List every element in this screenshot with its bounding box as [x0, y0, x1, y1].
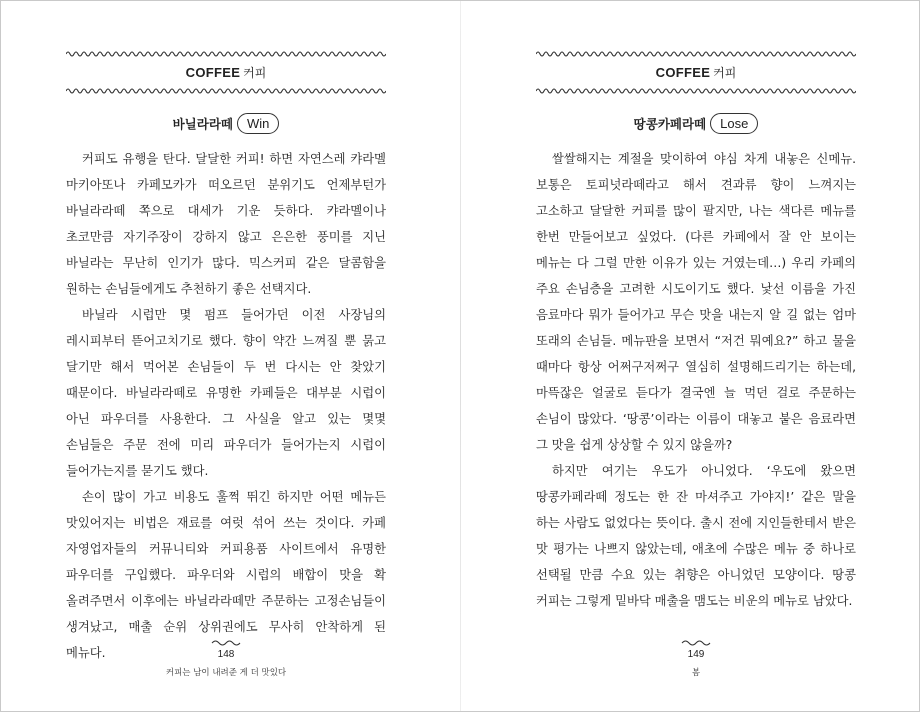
bottom-wave-ornament — [66, 85, 386, 97]
body-text — [66, 146, 386, 666]
top-wave-ornament — [66, 48, 386, 60]
running-head: 봄 — [691, 668, 701, 678]
menu-title-bar — [536, 113, 856, 137]
footer-wave-icon — [211, 638, 241, 646]
section-header-en: COFFEE — [655, 65, 711, 80]
right-page — [536, 1, 856, 711]
paragraph: 커피도 유행을 탄다. 달달한 커피! 하면 자연스레 캬라멜 마키아또나 카페모카가 떠오르던 분위기도 언제부턴가 바닐라라떼 쪽으로 대세가 기운 듯하다. 캬라멜이나 초코만큼 자기주장이 강하지 않고 은은한 풍미를 지닌 바닐라는 무난히 인기가 많다. 믹스커피 같은 달콤함을 원하는 손님들에게도 추천하기 좋은 선택지다. — [66, 152, 386, 296]
running-head: 커피는 남이 내려준 게 더 맛있다 — [165, 668, 287, 678]
body-text — [536, 146, 856, 614]
paragraph: 하지만 여기는 우도가 아니었다. ‘우도에 왔으면 땅콩카페라떼 정도는 한 잔 마셔주고 가야지!’ 같은 말을 하는 사람도 없었다는 뜻이다. 출시 전에 지인들한테서 받은 맛 평가는 나쁘지 않았는데, 애초에 수많은 메뉴 중 하나로 선택될 만큼 수요 있는 취향은 아니었던 모양이다. 땅콩 커피는 그렇게 밑바닥 매출을 맴도는 비운의 메뉴로 남았다. — [536, 464, 856, 608]
section-header — [66, 64, 386, 83]
section-header-ko: 커피 — [243, 66, 267, 80]
menu-title: 땅콩카페라떼 — [633, 116, 707, 132]
result-badge: Win — [237, 113, 279, 134]
left-page — [66, 1, 386, 711]
section-header-ko: 커피 — [713, 66, 737, 80]
top-wave-ornament — [536, 48, 856, 60]
book-gutter — [460, 1, 461, 711]
paragraph: 바닐라 시럽만 몇 펌프 들어가던 이전 사장님의 레시피부터 뜯어고치기로 했다. 향이 약간 느껴질 뿐 묽고 달기만 해서 먹어본 손님들이 두 번 다시는 안 찾았기 때문이다. 바닐라라떼로 유명한 카페들은 대부분 시럽이 아닌 파우더를 사용한다. 그 사실을 알고 있는 몇몇 손님들은 주문 전에 미리 파우더가 들어가는지 시럽이 들어가는지를 묻기도 했다. — [66, 308, 386, 478]
section-header-en: COFFEE — [185, 65, 241, 80]
menu-title-bar — [66, 113, 386, 137]
paragraph: 쌀쌀해지는 계절을 맞이하여 야심 차게 내놓은 신메뉴. 보통은 토피넛라떼라고 해서 견과류 향이 느껴지는 고소하고 달달한 커피를 많이 팔지만, 나는 색다른 메뉴를 한번 만들어보고 싶었다. (다른 카페에서 잘 안 보이는 메뉴는 다 그럴 만한 이유가 있는 거였는데…) 우리 카페의 주요 손님층을 고려한 시도이기도 했다. 낯선 이름을 가진 음료마다 뭐가 들어가고 무슨 맛을 내는지 알 길 없는 엄마 또래의 손님들. 메뉴판을 보면서 “저건 뭐예요?” 하고 물을 때마다 항상 어쩌구저쩌구 열심히 설명해드리기는 하는데, 마뜩잖은 얼굴로 듣다가 결국엔 늘 먹던 걸로 주문하는 손님이 많았다. ‘땅콩’이라는 이름이 대놓고 붙은 음료라면 그 맛을 쉽게 상상할 수 있지 않을까? — [536, 152, 856, 452]
result-badge: Lose — [710, 113, 758, 134]
menu-title: 바닐라라떼 — [172, 116, 233, 132]
page-number: 148 — [217, 649, 235, 660]
page-number: 149 — [687, 649, 705, 660]
section-header — [536, 64, 856, 83]
footer-wave-icon — [681, 638, 711, 646]
bottom-wave-ornament — [536, 85, 856, 97]
paragraph: 손이 많이 가고 비용도 훌쩍 뛰긴 하지만 어떤 메뉴든 맛있어지는 비법은 재료를 여럿 섞어 쓰는 것이다. 카페 자영업자들의 커뮤니티와 커피용품 사이트에서 유명한 파우더를 구입했다. 파우더와 시럽의 배합이 맛을 확 올려주면서 이후에는 바닐라라떼만 주문하는 고정손님들이 생겨났고, 매출 순위 상위권에도 무사히 안착하게 된 메뉴다. — [66, 490, 386, 660]
